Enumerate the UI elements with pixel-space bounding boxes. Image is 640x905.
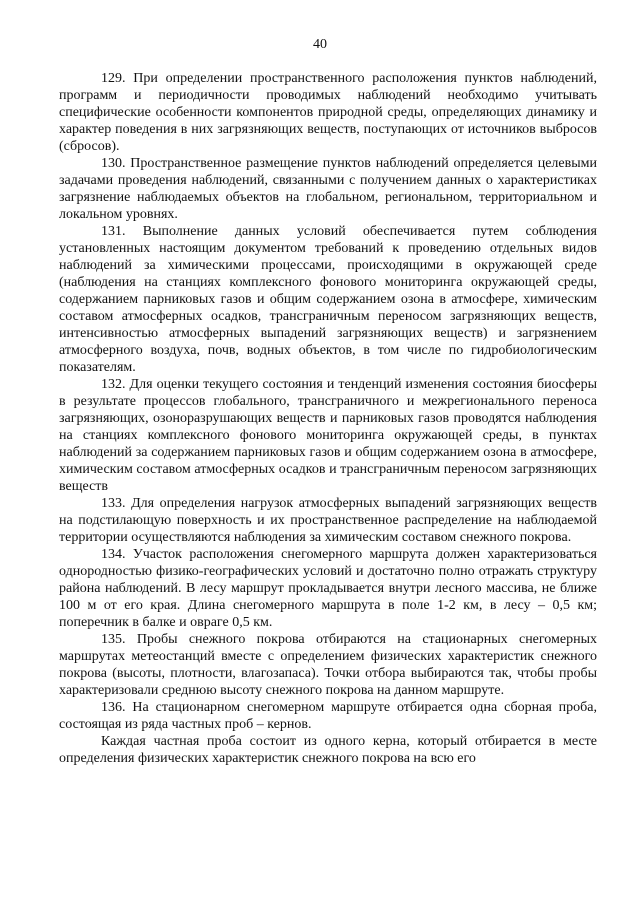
paragraph-130: 130. Пространственное размещение пунктов наблюдений определяется целевыми задачами проведения наблюдений, связанными с получением данных о характеристиках загрязнение наблюдаемых объектов на глобальном, региональном, территориальном и локальном уровнях. <box>59 156 597 222</box>
paragraph-135: 135. Пробы снежного покрова отбираются на стационарных снегомерных маршрутах метеостанций вместе с определением физических характеристик снежного покрова (высоты, плотности, влагозапаса). Точки отбора выбираются так, чтобы пробы характеризовали среднюю высоту снежного покрова на данном маршруте. <box>59 632 597 698</box>
page-number: 40 <box>313 37 327 52</box>
paragraph-133: 133. Для определения нагрузок атмосферных выпадений загрязняющих веществ на подстилающую поверхность и их пространственное распределение на наблюдаемой территории осуществляются наблюдения за химическим составом снежного покрова. <box>59 496 597 545</box>
paragraph-132: 132. Для оценки текущего состояния и тенденций изменения состояния биосферы в результате процессов глобального, трансграничного и межрегионального переноса загрязняющих, озоноразрушающих веществ и парниковых газов проводятся наблюдения на станциях комплексного фонового мониторинга окружающей среды, в пунктах наблюдений за содержанием парниковых газов и общим содержанием озона в атмосфере, химическим составом атмосферных осадков и трансграничным переносом загрязняющих веществ <box>59 377 597 494</box>
document-body <box>59 70 597 767</box>
paragraph-136-continued: Каждая частная проба состоит из одного керна, который отбирается в месте определения физических характеристик снежного покрова на всю его <box>59 734 597 766</box>
paragraph-131: 131. Выполнение данных условий обеспечивается путем соблюдения установленных настоящим документом требований к проведению отдельных видов наблюдений за химическими процессами, происходящими в окружающей среде (наблюдения на станциях комплексного фонового мониторинга окружающей среды, содержанием парниковых газов и общим содержанием озона в атмосфере, химическим составом атмосферных осадков, трансграничным переносом загрязняющих веществ, интенсивностью атмосферных выпадений загрязняющих веществ) и загрязнением атмосферного воздуха, почв, водных объектов, в том числе по гидробиологическим показателям. <box>59 224 597 375</box>
paragraph-134: 134. Участок расположения снегомерного маршрута должен характеризоваться однородностью физико-географических условий и достаточно полно отражать структуру района наблюдений. В лесу маршрут прокладывается внутри лесного массива, не ближе 100 м от его края. Длина снегомерного маршрута в поле 1-2 км, в лесу – 0,5 км; поперечник в балке и овраге 0,5 км. <box>59 547 597 630</box>
paragraph-129: 129. При определении пространственного расположения пунктов наблюдений, программ и периодичности проводимых наблюдений необходимо учитывать специфические особенности компонентов природной среды, определяющих динамику и характер поведения в них загрязняющих веществ, поступающих от источников выбросов (сбросов). <box>59 71 597 154</box>
paragraph-136: 136. На стационарном снегомерном маршруте отбирается одна сборная проба, состоящая из ряда частных проб – кернов. <box>59 700 597 732</box>
